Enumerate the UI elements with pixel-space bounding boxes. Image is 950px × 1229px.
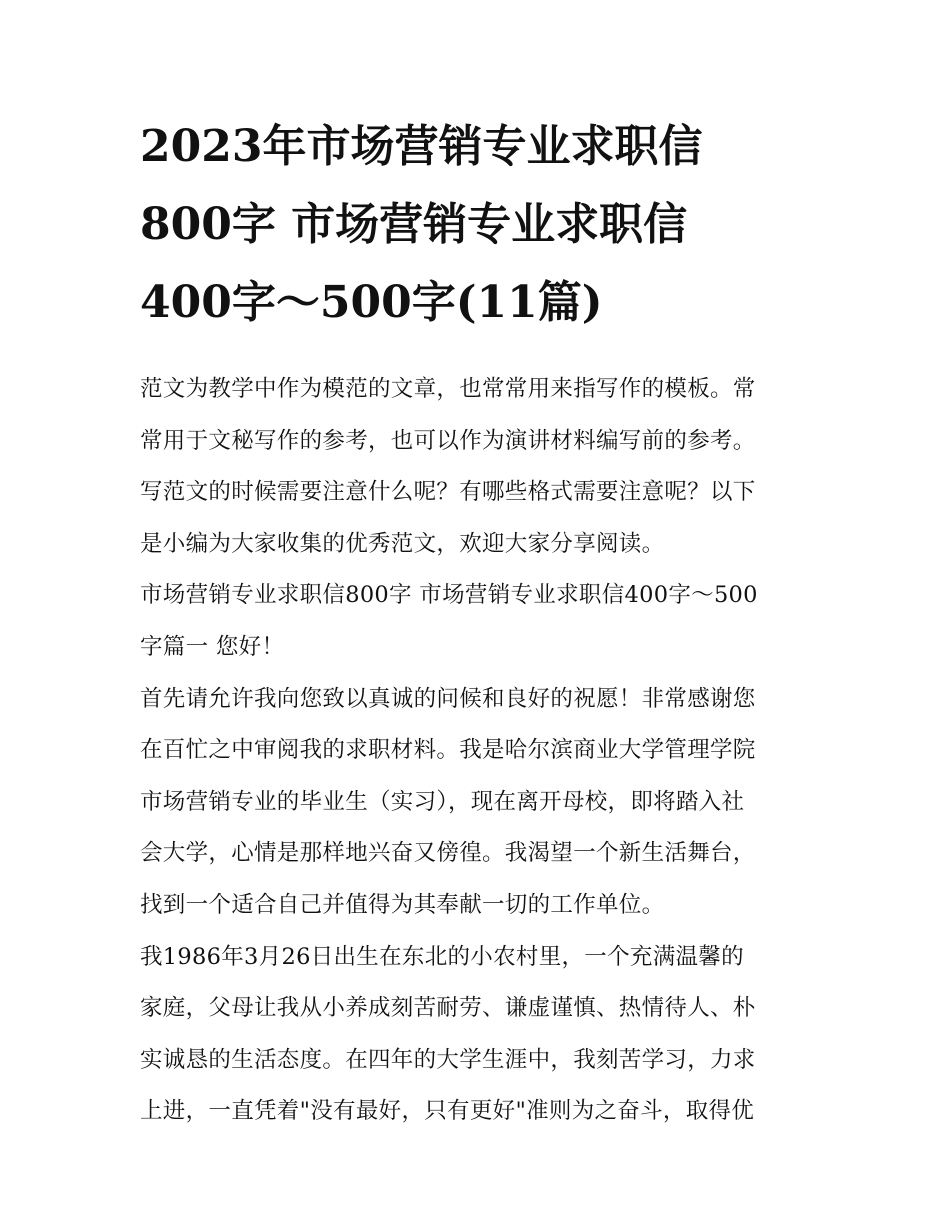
title-line-1: 2023年市场营销专业求职信 (140, 121, 703, 172)
paragraph-1-line-5: 找到一个适合自己并值得为其奉献一切的工作单位。 (140, 891, 665, 918)
paragraph-2-line-2: 家庭，父母让我从小养成刻苦耐劳、谦虚谨慎、热情待人、朴 (140, 995, 756, 1022)
paragraph-1-line-2: 在百忙之中审阅我的求职材料。我是哈尔滨商业大学管理学院 (140, 737, 756, 764)
intro-line-4: 是小编为大家收集的优秀范文，欢迎大家分享阅读。 (140, 530, 665, 557)
document-body (140, 364, 815, 1138)
intro-line-2: 常用于文秘写作的参考，也可以作为演讲材料编写前的参考。 (140, 427, 756, 454)
title-line-3: 400字～500字(11篇) (140, 277, 603, 328)
section-heading-line-1: 市场营销专业求职信800字 市场营销专业求职信400字～500 (140, 582, 758, 609)
paragraph-2-line-1: 我1986年3月26日出生在东北的小农村里，一个充满温馨的 (140, 943, 744, 970)
section-heading-line-2: 字篇一 您好！ (140, 633, 285, 660)
document-title (140, 108, 815, 342)
title-line-2: 800字 市场营销专业求职信 (140, 199, 688, 250)
paragraph-1-line-4: 会大学，心情是那样地兴奋又傍徨。我渴望一个新生活舞台， (140, 840, 756, 867)
paragraph-1-line-1: 首先请允许我向您致以真诚的问候和良好的祝愿！非常感谢您 (140, 685, 756, 712)
intro-line-3: 写范文的时候需要注意什么呢？有哪些格式需要注意呢？以下 (140, 479, 756, 506)
paragraph-2-line-4: 上进，一直凭着"没有最好，只有更好"准则为之奋斗，取得优 (140, 1098, 755, 1125)
document-page (140, 108, 815, 1138)
paragraph-2-line-3: 实诚恳的生活态度。在四年的大学生涯中，我刻苦学习，力求 (140, 1046, 756, 1073)
intro-line-1: 范文为教学中作为模范的文章，也常常用来指写作的模板。常 (140, 376, 756, 402)
paragraph-1-line-3: 市场营销专业的毕业生（实习），现在离开母校，即将踏入社 (140, 788, 745, 815)
